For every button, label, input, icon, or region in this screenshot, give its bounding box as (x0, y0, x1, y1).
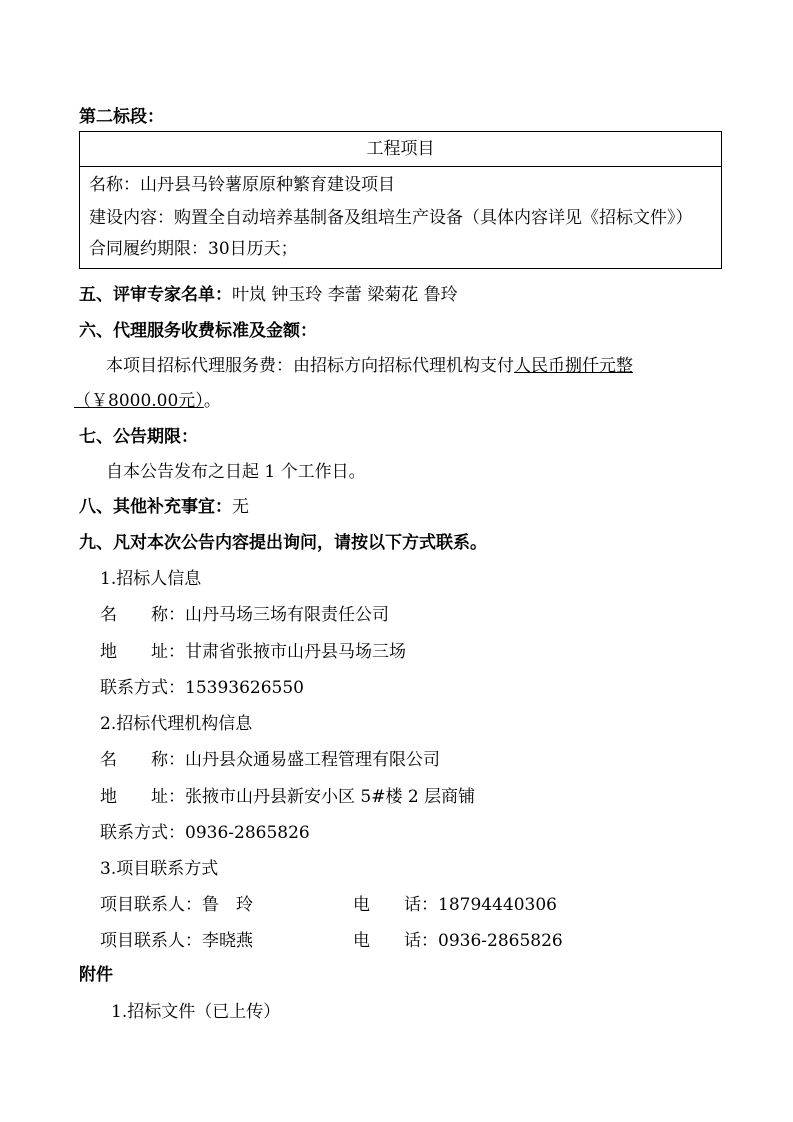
section-8 (79, 496, 249, 518)
section-8-label: 八、其他补充事宜： (79, 497, 232, 517)
section-5-label: 五、评审专家名单： (79, 285, 232, 305)
contact-phone-2 (353, 930, 563, 952)
section-7-text: 自本公告发布之日起 1 个工作日。 (106, 462, 366, 482)
attachment-label: 附件 (79, 965, 113, 985)
project-period: 合同履约期限：30日历天； (89, 239, 298, 259)
tenderer-name: 名 称：山丹马场三场有限责任公司 (100, 605, 389, 625)
agency-heading: 2.招标代理机构信息 (100, 714, 253, 734)
contact-person-2: 项目联系人：李晓燕 (100, 931, 253, 951)
section-title: 第二标段： (79, 107, 164, 127)
attachment-item-1[interactable]: 1.招标文件（已上传） (111, 1002, 281, 1022)
tenderer-heading: 1.招标人信息 (100, 569, 202, 589)
phone-number-1: 18794440306 (438, 895, 557, 915)
contact-phone-1 (353, 894, 557, 916)
tenderer-contact: 联系方式：15393626550 (100, 678, 304, 698)
fee-text: 本项目招标代理服务费：由招标方向招标代理机构支付 (106, 356, 514, 376)
fee-end: 。 (203, 391, 221, 411)
section-5 (79, 284, 458, 306)
agency-contact: 联系方式：0936-2865826 (100, 823, 310, 843)
section-6-label: 六、代理服务收费标准及金额： (79, 321, 317, 341)
agency-name: 名 称：山丹县众通易盛工程管理有限公司 (100, 750, 440, 770)
table-header: 工程项目 (80, 132, 721, 167)
project-contact-heading: 3.项目联系方式 (100, 859, 219, 879)
section-5-value: 叶岚 钟玉玲 李蕾 梁菊花 鲁玲 (232, 285, 458, 305)
section-8-value: 无 (232, 497, 249, 517)
fee-amount: 人民币捌仟元整 (514, 356, 633, 376)
section-6-para-1 (106, 355, 633, 377)
project-name: 名称：山丹县马铃薯原原种繁育建设项目 (89, 175, 395, 195)
project-content: 建设内容：购置全自动培养基制备及组培生产设备（具体内容详见《招标文件》） (89, 208, 693, 228)
project-table (79, 131, 722, 269)
agency-address: 地 址：张掖市山丹县新安小区 5#楼 2 层商铺 (100, 787, 476, 807)
contact-person-1: 项目联系人：鲁 玲 (100, 895, 253, 915)
tenderer-address: 地 址：甘肃省张掖市山丹县马场三场 (100, 642, 406, 662)
phone-number-2: 0936-2865826 (438, 931, 563, 951)
phone-label-2: 电 话： (353, 931, 438, 951)
section-9-label: 九、凡对本次公告内容提出询问，请按以下方式联系。 (79, 533, 487, 553)
phone-label-1: 电 话： (353, 895, 438, 915)
section-6-para-2 (74, 390, 221, 412)
section-7-label: 七、公告期限： (79, 427, 198, 447)
fee-amount-number: （￥8000.00元） (74, 391, 204, 411)
